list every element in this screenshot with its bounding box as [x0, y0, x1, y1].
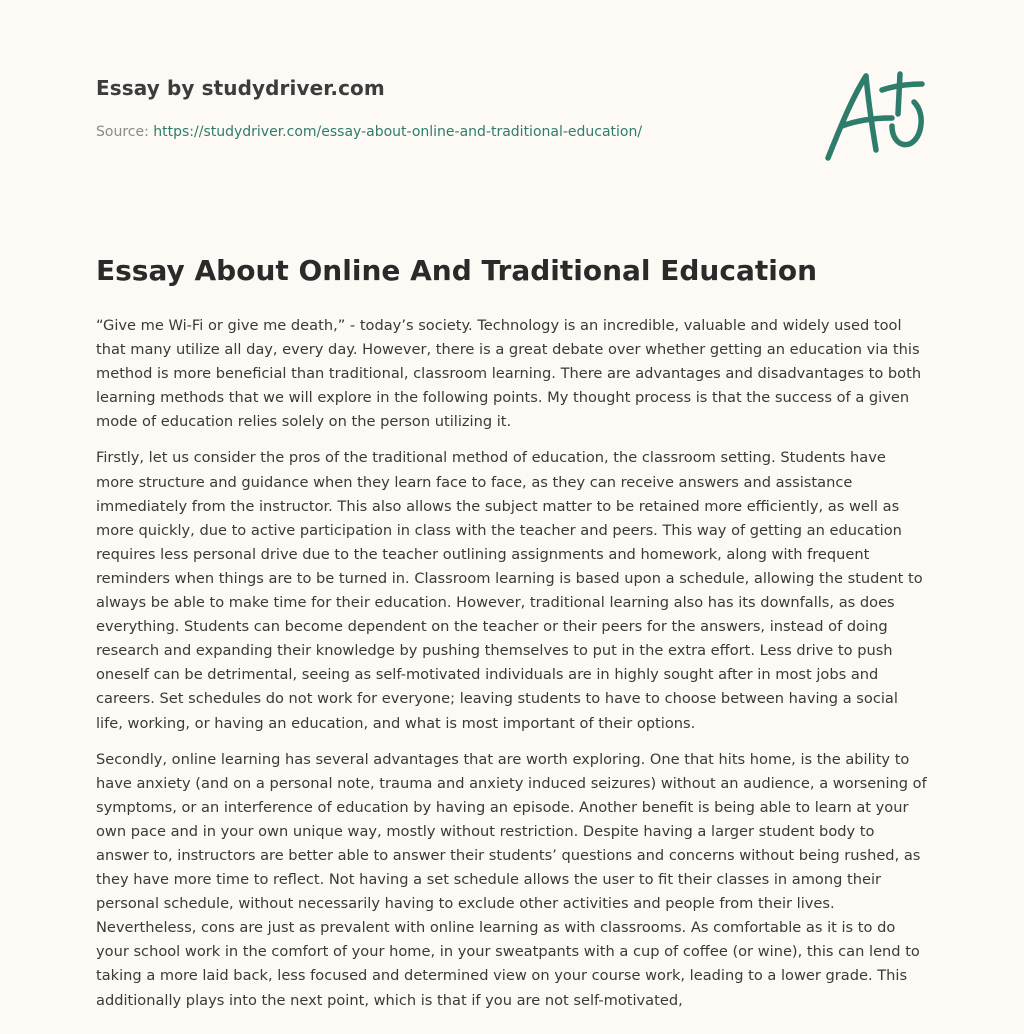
- essay-body: [96, 314, 928, 1025]
- essay-paragraph: “Give me Wi-Fi or give me death,” - today’s society. Technology is an incredible, valuable and widely used tool that many utilize all day, every day. However, there is a great debate over whether getting an education via this method is more beneficial than traditional, classroom learning. There are advantages and disadvantages to both learning methods that we will explore in the following points. My thought process is that the success of a given mode of education relies solely on the person utilizing it.: [96, 317, 922, 431]
- source-label: Source:: [96, 124, 154, 140]
- essay-paragraph: Secondly, online learning has several advantages that are worth exploring. One that hits home, is the ability to have anxiety (and on a personal note, trauma and anxiety induced seizures) without an audience, a worsening of symptoms, or an interference of education by having an episode. Another benefit is being able to learn at your own pace and in your own unique way, mostly without restriction. Despite having a larger student body to answer to, instructors are better able to answer their students’ questions and concerns without being rushed, as they have more time to reflect. Not having a set schedule allows the user to fit their classes in among their personal schedule, without necessarily having to exclude other activities and people from their lives. Nevertheless, cons are just as prevalent with online learning as with classrooms. As comfortable as it is to do your school work in the comfort of your home, in your sweatpants with a cup of coffee (or wine), this can lend to taking a more laid back, less focused and determined view on your course work, leading to a lower grade. This additionally plays into the next point, which is that if you are not self-motivated,: [96, 750, 927, 1009]
- source-line: [96, 124, 642, 140]
- site-title: Essay by studydriver.com: [96, 76, 385, 100]
- essay-title: Essay About Online And Traditional Education: [96, 254, 818, 287]
- source-link[interactable]: https://studydriver.com/essay-about-online-and-traditional-education/: [153, 124, 643, 140]
- a-plus-logo-icon: [822, 68, 928, 164]
- essay-paragraph: Firstly, let us consider the pros of the traditional method of education, the classroom setting. Students have more structure and guidance when they learn face to face, as they can receive answers and assistance immediately from the instructor. This also allows the subject matter to be retained more efficiently, as well as more quickly, due to active participation in class with the teacher and peers. This way of getting an education requires less personal drive due to the teacher outlining assignments and homework, along with frequent reminders when things are to be turned in. Classroom learning is based upon a schedule, allowing the student to always be able to make time for their education. However, traditional learning also has its downfalls, as does everything. Students can become dependent on the teacher or their peers for the answers, instead of doing research and expanding their knowledge by pushing themselves to put in the extra effort. Less drive to push oneself can be detrimental, seeing as self-motivated individuals are in highly sought after in most jobs and careers. Set schedules do not work for everyone; leaving students to have to choose between having a social life, working, or having an education, and what is most important of their options.: [96, 449, 923, 732]
